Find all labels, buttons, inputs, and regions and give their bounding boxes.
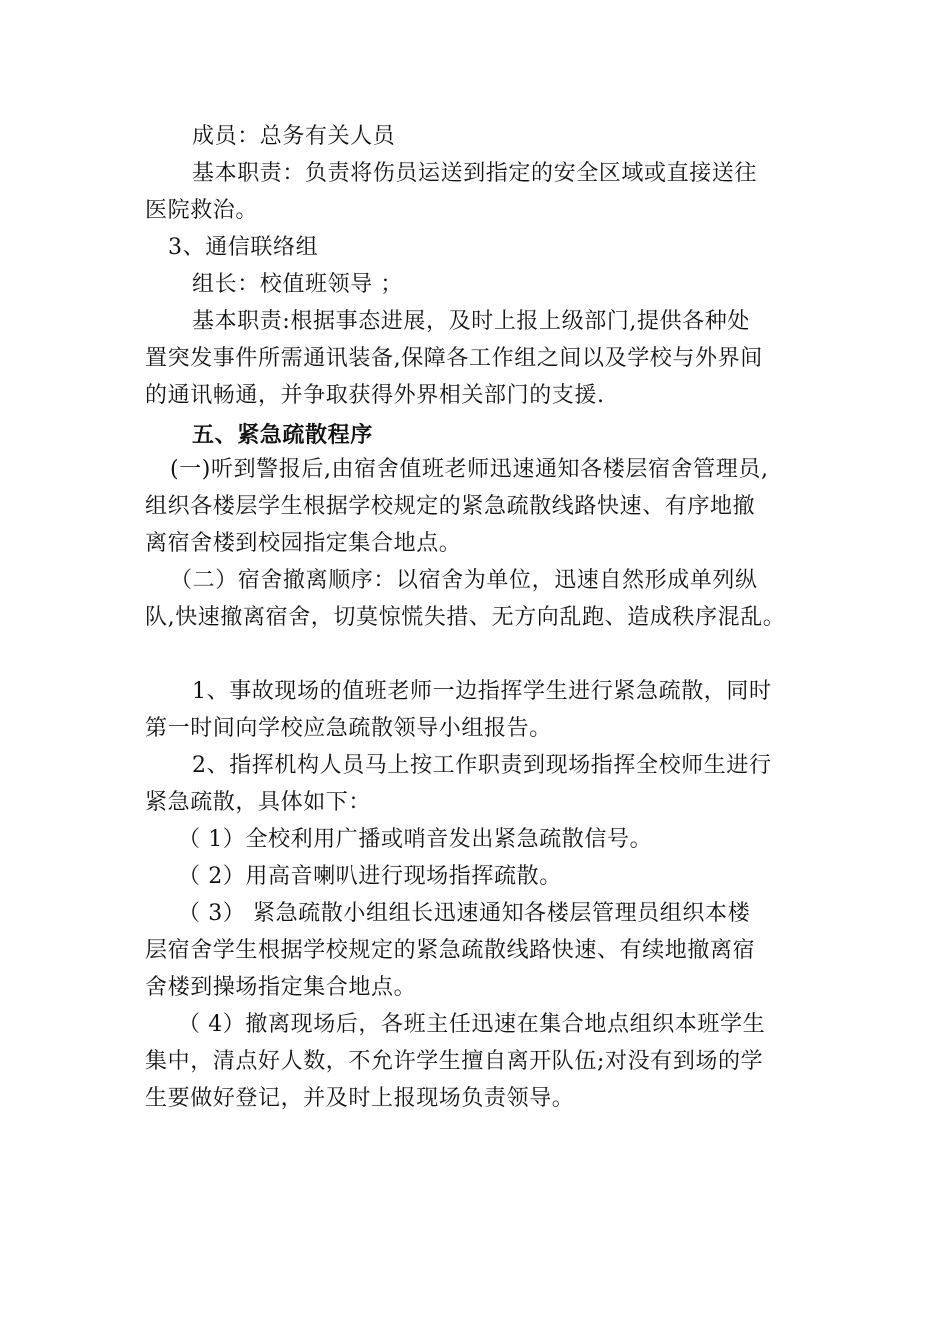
section-heading-comm-group: 3、通信联络组: [168, 235, 319, 260]
list-item-3-cont-1: 层宿舍学生根据学校规定的紧急疏散线路快速、有续地撤离宿: [145, 938, 756, 963]
list-item-4: （ 4）撤离现场后，各班主任迅速在集合地点组织本班学生: [178, 1012, 766, 1037]
text-line-alarm: (一)听到警报后,由宿舍值班老师迅速通知各楼层宿舍管理员,: [170, 457, 769, 482]
text-line-duty-transport-cont: 医院救治。: [145, 198, 259, 223]
list-item-3: （ 3） 紧急疏散小组组长迅速通知各楼层管理员组织本楼: [178, 901, 751, 926]
list-item-4-cont-1: 集中，清点好人数，不允许学生擅自离开队伍;对没有到场的学: [145, 1049, 764, 1074]
list-item-3-cont-2: 舍楼到操场指定集合地点。: [145, 975, 417, 1000]
text-line-alarm-cont-2: 离宿舍楼到校园指定集合地点。: [145, 531, 462, 556]
text-line-duty-comm-cont-1: 置突发事件所需通讯装备,保障各工作组之间以及学校与外界间: [145, 346, 763, 371]
text-line-group-leader: 组长：校值班领导 ；: [192, 272, 403, 297]
text-line-step-2-cont: 紧急疏散，具体如下：: [145, 790, 372, 815]
text-line-members: 成员：总务有关人员: [192, 124, 396, 149]
text-line-step-2: 2、指挥机构人员马上按工作职责到现场指挥全校师生进行: [192, 753, 772, 778]
text-line-duty-transport: 基本职责：负责将伤员运送到指定的安全区域或直接送往: [192, 161, 758, 186]
text-line-duty-comm-cont-2: 的通讯畅通，并争取获得外界相关部门的支援.: [145, 383, 605, 408]
text-line-step-1-cont: 第一时间向学校应急疏散领导小组报告。: [145, 716, 552, 741]
section-heading-evacuation: 五、紧急疏散程序: [192, 422, 373, 448]
list-item-4-cont-2: 生要做好登记，并及时上报现场负责领导。: [145, 1086, 575, 1111]
list-item-2: （ 2）用高音喇叭进行现场指挥疏散。: [178, 864, 562, 889]
text-line-order-cont: 队,快速撤离宿舍，切莫惊慌失措、无方向乱跑、造成秩序混乱。: [145, 605, 786, 630]
text-line-order: （二）宿舍撤离顺序：以宿舍为单位，迅速自然形成单列纵: [170, 568, 758, 593]
text-line-duty-comm: 基本职责:根据事态进展，及时上报上级部门,提供各种处: [192, 309, 751, 334]
text-line-alarm-cont-1: 组织各楼层学生根据学校规定的紧急疏散线路快速、有序地撤: [145, 494, 756, 519]
text-line-step-1: 1、事故现场的值班老师一边指挥学生进行紧急疏散，同时: [192, 679, 772, 704]
list-item-1: （ 1）全校利用广播或哨音发出紧急疏散信号。: [178, 827, 653, 852]
